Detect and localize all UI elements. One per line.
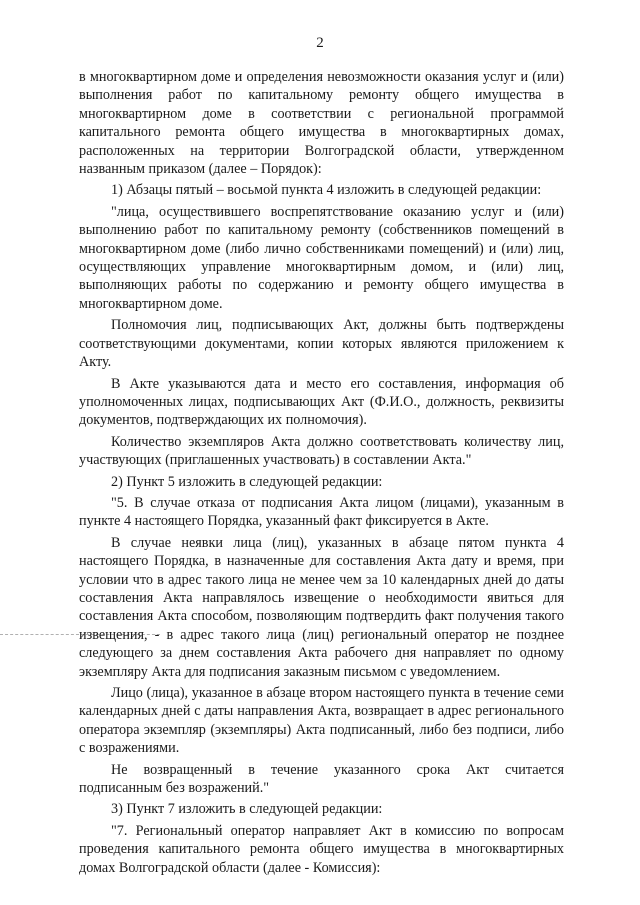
paragraph: 3) Пункт 7 изложить в следующей редакции:: [111, 801, 383, 818]
paragraph: "5. В случае отказа от подписания Акта лицом (лицами), указанным в пункте 4 настоящего Порядка, указанный факт фиксируется в Акте.: [79, 494, 564, 530]
paragraph: Не возвращенный в течение указанного срока Акт считается подписанным без возражений.": [79, 761, 564, 797]
paragraph: 2) Пункт 5 изложить в следующей редакции:: [111, 473, 383, 490]
page-number: 2: [316, 35, 324, 51]
paragraph: в многоквартирном доме и определения невозможности оказания услуг и (или) выполнения работ по капитальному ремонту общего имущества в многоквартирном доме в соответствии с региональной программой капитального ремонта общего имущества в многоквартирных домах, расположенных на территории Волгоградской области, утвержденном названным приказом (далее – Порядок):: [79, 69, 564, 178]
paragraph: "7. Региональный оператор направляет Акт в комиссию по вопросам проведения капитального ремонта общего имущества в многоквартирных домах Волгоградской области (далее - Комиссия):: [79, 822, 564, 876]
paragraph: 1) Абзацы пятый – восьмой пункта 4 изложить в следующей редакции:: [111, 182, 542, 199]
paragraph: Количество экземпляров Акта должно соответствовать количеству лиц, участвующих (приглашенных участвовать) в составлении Акта.": [79, 433, 564, 469]
paragraph: "лица, осуществившего воспрепятствование оказанию услуг и (или) выполнению работ по капитальному ремонту (собственников помещений в многоквартирном доме (либо лично собственниками помещений) и (или) лиц, осуществляющих управление многоквартирным домом, и (или) лиц, выполняющих работы по содержанию и ремонту общего имущества в многоквартирном доме.: [79, 203, 564, 312]
paragraph: В Акте указываются дата и место его составления, информация об уполномоченных лицах, подписывающих Акт (Ф.И.О., должность, реквизиты документов, подтверждающих их полномочия).: [79, 375, 564, 429]
paragraph: Лицо (лица), указанное в абзаце втором настоящего пункта в течение семи календарных дней с даты направления Акта, возвращает в адрес регионального оператора экземпляр (экземпляры) Акта подписанный, либо без подписи, либо с возражениями.: [79, 685, 564, 757]
paragraph: Полномочия лиц, подписывающих Акт, должны быть подтверждены соответствующими документами, копии которых являются приложением к Акту.: [79, 317, 564, 371]
document-body: [79, 68, 564, 877]
paragraph: В случае неявки лица (лиц), указанных в абзаце пятом пункта 4 настоящего Порядка, в назначенные для составления Акта дату и время, при условии что в адрес такого лица не менее чем за 10 календарных дней до даты составления Акта направлялось извещение о необходимости явиться для составления Акта способом, позволяющим подтвердить факт получения такого извещения, - в адрес такого лица (лиц) региональный оператор не позднее следующего за днем составления Акта рабочего дня направляет по одному экземпляру Акта для подписания заказным письмом с уведомлением.: [79, 534, 564, 680]
